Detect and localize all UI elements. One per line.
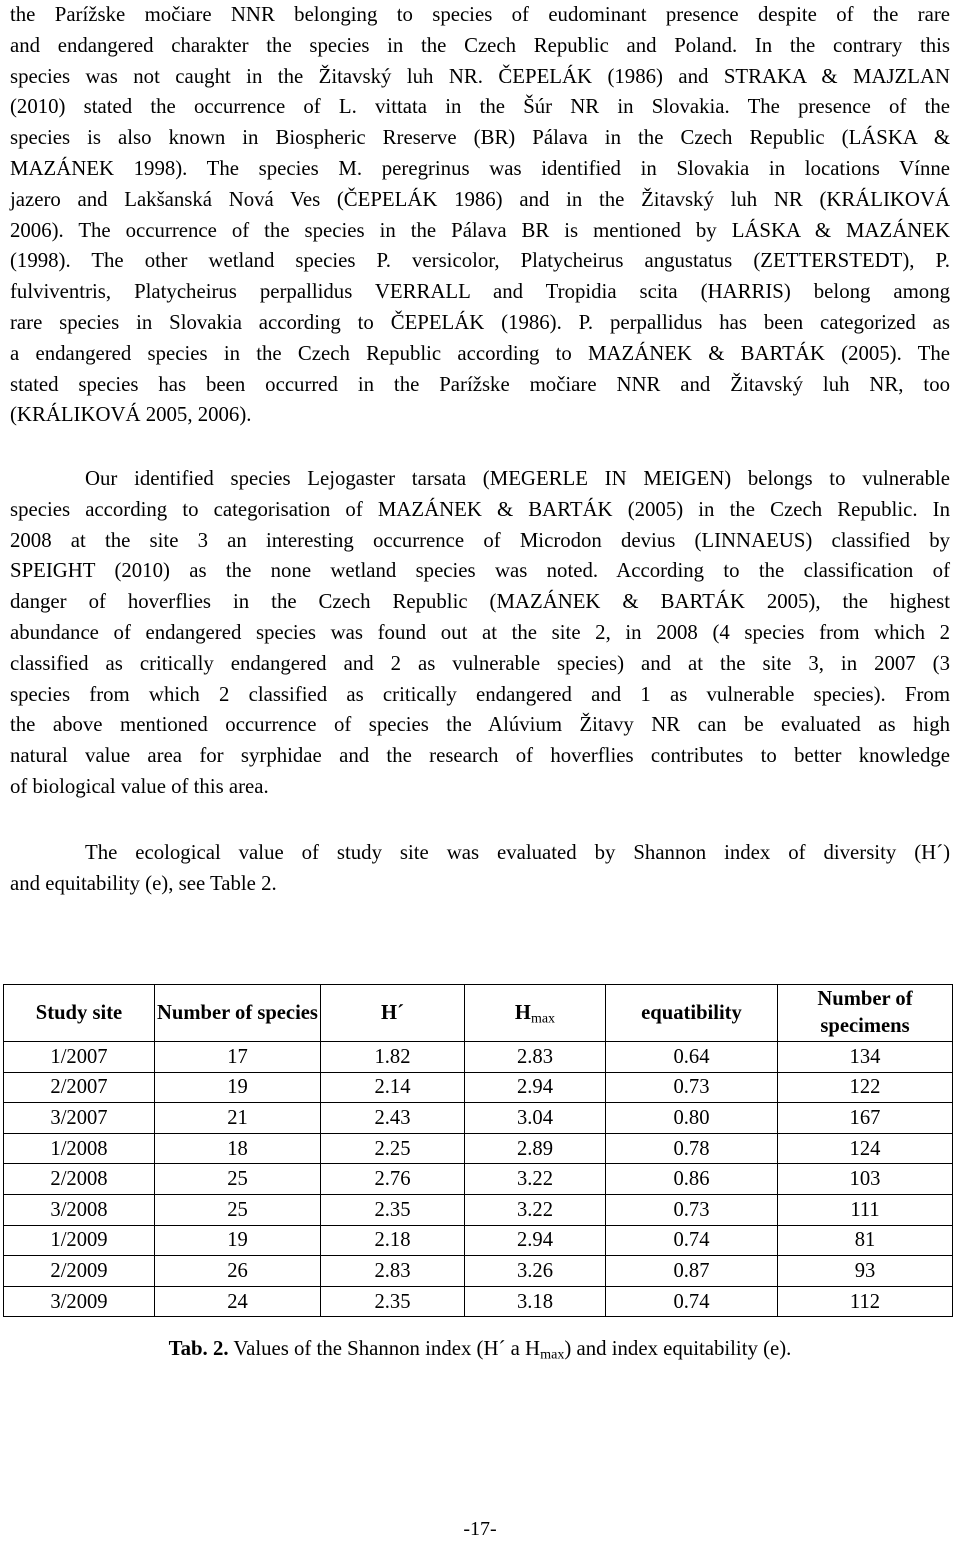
table-cell: 111 — [778, 1194, 953, 1225]
paragraph-1 — [10, 0, 950, 431]
text-line: stated species has been occurred in the Parížske močiare NNR and Žitavský luh NR, too — [10, 372, 950, 396]
table-cell: 0.78 — [606, 1133, 778, 1164]
table-cell: 3/2007 — [4, 1103, 155, 1134]
table-cell: 26 — [155, 1256, 321, 1287]
text-line: species is also known in Biospheric Rreserve (BR) Pálava in the Czech Republic (LÁSKA & — [10, 126, 950, 150]
table-cell: 0.86 — [606, 1164, 778, 1195]
table-row — [4, 1256, 953, 1287]
text-line: rare species in Slovakia according to ČEPELÁK (1986). P. perpallidus has been categorized as — [10, 310, 950, 334]
table-cell: 122 — [778, 1072, 953, 1103]
table-cell: 2.83 — [465, 1042, 606, 1073]
table-cell: 25 — [155, 1194, 321, 1225]
caption-text-before: Values of the Shannon index (H´ a H — [228, 1337, 541, 1360]
table-cell: 2/2009 — [4, 1256, 155, 1287]
table-row — [4, 1042, 953, 1073]
table-cell: 2.35 — [321, 1286, 465, 1317]
table-cell: 0.73 — [606, 1194, 778, 1225]
text-line: danger of hoverflies in the Czech Republic (MAZÁNEK & BARTÁK 2005), the highest — [10, 590, 950, 614]
table-cell: 1/2007 — [4, 1042, 155, 1073]
text-line: species according to categorisation of MAZÁNEK & BARTÁK (2005) in the Czech Republic. In — [10, 497, 950, 521]
table-cell: 2.89 — [465, 1133, 606, 1164]
shannon-index-table — [3, 984, 953, 1317]
table-cell: 2.25 — [321, 1133, 465, 1164]
table-cell: 1/2009 — [4, 1225, 155, 1256]
header-equitability: equatibility — [606, 985, 778, 1042]
table-cell: 2.83 — [321, 1256, 465, 1287]
table-cell: 3/2009 — [4, 1286, 155, 1317]
text-line: a endangered species in the Czech Republic according to MAZÁNEK & BARTÁK (2005). The — [10, 341, 950, 365]
text-line: SPEIGHT (2010) as the none wetland species was noted. According to the classification of — [10, 559, 950, 583]
text-line: MAZÁNEK 1998). The species M. peregrinus was identified in Slovakia in locations Vínne — [10, 156, 950, 180]
text-line: (KRÁLIKOVÁ 2005, 2006). — [10, 403, 252, 427]
table-cell: 19 — [155, 1225, 321, 1256]
table-cell: 2/2007 — [4, 1072, 155, 1103]
table-cell: 112 — [778, 1286, 953, 1317]
header-hmax — [465, 985, 606, 1042]
table-cell: 134 — [778, 1042, 953, 1073]
table-row — [4, 1133, 953, 1164]
text-line: species was not caught in the Žitavský luh NR. ČEPELÁK (1986) and STRAKA & MAJZLAN — [10, 64, 950, 88]
text-line: species from which 2 classified as critically endangered and 1 as vulnerable species). From — [10, 682, 950, 706]
table-cell: 2.76 — [321, 1164, 465, 1195]
table-header-row — [4, 985, 953, 1042]
text-line: 2006). The occurrence of the species in the Pálava BR is mentioned by LÁSKA & MAZÁNEK — [10, 218, 950, 242]
caption-sub: max — [540, 1346, 565, 1363]
table-cell: 2.94 — [465, 1072, 606, 1103]
table-cell: 2.35 — [321, 1194, 465, 1225]
caption-text-after: ) and index equitability (e). — [564, 1337, 792, 1360]
table-cell: 2.94 — [465, 1225, 606, 1256]
header-hmax-main: H — [514, 1001, 531, 1024]
table-cell: 167 — [778, 1103, 953, 1134]
table-cell: 25 — [155, 1164, 321, 1195]
table-row — [4, 1103, 953, 1134]
text-line: and endangered charakter the species in the Czech Republic and Poland. In the contrary this — [10, 33, 950, 57]
table-cell: 1.82 — [321, 1042, 465, 1073]
paragraph-2 — [10, 464, 950, 803]
text-line: jazero and Lakšanská Nová Ves (ČEPELÁK 1986) and in the Žitavský luh NR (KRÁLIKOVÁ — [10, 187, 950, 211]
table-cell: 24 — [155, 1286, 321, 1317]
table-cell: 2.14 — [321, 1072, 465, 1103]
table-cell: 21 — [155, 1103, 321, 1134]
header-study-site: Study site — [4, 985, 155, 1042]
header-number-of-specimens: Number of specimens — [778, 985, 953, 1042]
table-cell: 0.64 — [606, 1042, 778, 1073]
table-row — [4, 1225, 953, 1256]
table-row — [4, 1286, 953, 1317]
table-cell: 17 — [155, 1042, 321, 1073]
table-cell: 2.43 — [321, 1103, 465, 1134]
text-line: (2010) stated the occurrence of L. vittata in the Šúr NR in Slovakia. The presence of the — [10, 95, 950, 119]
table-caption — [0, 1337, 960, 1361]
text-line: 2008 at the site 3 an interesting occurrence of Microdon devius (LINNAEUS) classified by — [10, 528, 950, 552]
text-line: of biological value of this area. — [10, 774, 269, 798]
header-h: H´ — [321, 985, 465, 1042]
page-number: -17- — [463, 1518, 497, 1540]
text-line: and equitability (e), see Table 2. — [10, 871, 277, 895]
table-cell: 3.18 — [465, 1286, 606, 1317]
text-line: The ecological value of study site was evaluated by Shannon index of diversity (H´) — [85, 841, 950, 864]
text-line: the above mentioned occurrence of species the Alúvium Žitavy NR can be evaluated as high — [10, 713, 950, 737]
table-cell: 2.18 — [321, 1225, 465, 1256]
table-cell: 3.22 — [465, 1164, 606, 1195]
text-line: abundance of endangered species was found out at the site 2, in 2008 (4 species from which 2 — [10, 620, 950, 644]
header-hmax-sub: max — [530, 1011, 556, 1026]
table-cell: 0.74 — [606, 1225, 778, 1256]
text-line: Our identified species Lejogaster tarsata (MEGERLE IN MEIGEN) belongs to vulnerable — [85, 467, 950, 490]
table-cell: 3/2008 — [4, 1194, 155, 1225]
table-cell: 18 — [155, 1133, 321, 1164]
text-line: classified as critically endangered and 2 as vulnerable species) and at the site 3, in 2007 (3 — [10, 651, 950, 675]
table-cell: 93 — [778, 1256, 953, 1287]
table-cell: 2/2008 — [4, 1164, 155, 1195]
header-number-of-species: Number of species — [155, 985, 321, 1042]
table-cell: 81 — [778, 1225, 953, 1256]
table-row — [4, 1072, 953, 1103]
table-row — [4, 1164, 953, 1195]
table-cell: 3.04 — [465, 1103, 606, 1134]
text-line: the Parížske močiare NNR belonging to species of eudominant presence despite of the rare — [10, 3, 950, 26]
table-cell: 3.22 — [465, 1194, 606, 1225]
caption-label: Tab. 2. — [168, 1337, 229, 1360]
paragraph-3 — [10, 838, 950, 900]
text-line: fulviventris, Platycheirus perpallidus VERRALL and Tropidia scita (HARRIS) belong among — [10, 280, 950, 304]
table-cell: 0.80 — [606, 1103, 778, 1134]
text-line: natural value area for syrphidae and the research of hoverflies contributes to better knowledge — [10, 744, 950, 768]
table-cell: 0.87 — [606, 1256, 778, 1287]
table-cell: 1/2008 — [4, 1133, 155, 1164]
text-line: (1998). The other wetland species P. versicolor, Platycheirus angustatus (ZETTERSTEDT), P. — [10, 249, 950, 273]
table-cell: 0.74 — [606, 1286, 778, 1317]
table-cell: 0.73 — [606, 1072, 778, 1103]
table-cell: 3.26 — [465, 1256, 606, 1287]
table-cell: 19 — [155, 1072, 321, 1103]
table-cell: 124 — [778, 1133, 953, 1164]
table-cell: 103 — [778, 1164, 953, 1195]
table-row — [4, 1194, 953, 1225]
